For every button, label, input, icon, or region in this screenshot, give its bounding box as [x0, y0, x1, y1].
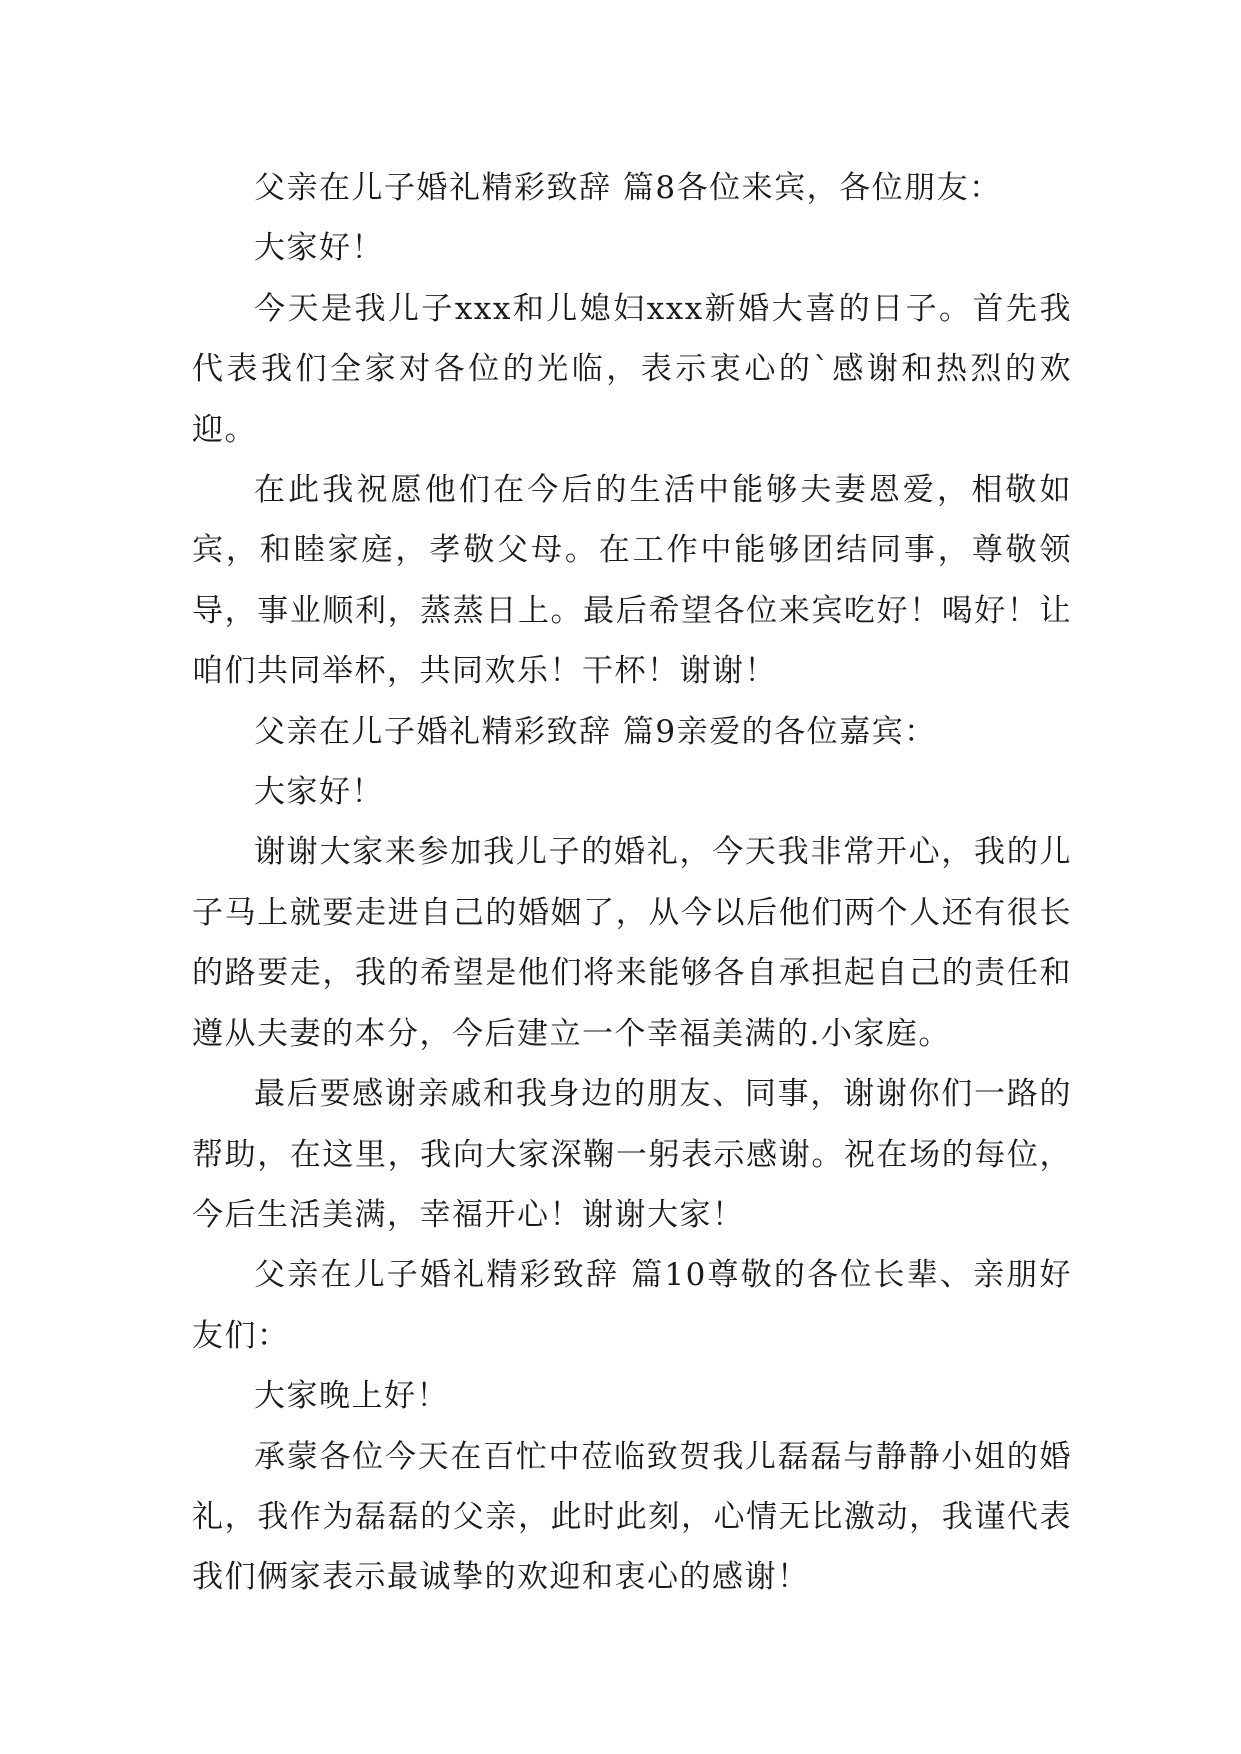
document-body: [192, 158, 1072, 1608]
greeting-paragraph: 大家晚上好！: [254, 1378, 449, 1415]
body-paragraph: 最后要感谢亲戚和我身边的朋友、同事，谢谢你们一路的帮助，在这里，我向大家深鞠一躬表示感谢。祝在场的每位，今后生活美满，幸福开心！谢谢大家！: [192, 1076, 1072, 1233]
section-10-heading: 父亲在儿子婚礼精彩致辞 篇10尊敬的各位长辈、亲朋好友们：: [192, 1257, 1072, 1354]
body-paragraph: 承蒙各位今天在百忙中莅临致贺我儿磊磊与静静小姐的婚礼，我作为磊磊的父亲，此时此刻，心情无比激动，我谨代表我们俩家表示最诚挚的欢迎和衷心的感谢！: [192, 1438, 1072, 1596]
greeting-paragraph: 大家好！: [254, 230, 384, 267]
body-paragraph: 谢谢大家来参加我儿子的婚礼，今天我非常开心，我的儿子马上就要走进自己的婚姻了，从今以后他们两个人还有很长的路要走，我的希望是他们将来能够各自承担起自己的责任和遵从夫妻的本分，今后建立一个幸福美满的.小家庭。: [192, 834, 1072, 1052]
body-paragraph: 在此我祝愿他们在今后的生活中能够夫妻恩爱，相敬如宾，和睦家庭，孝敬父母。在工作中能够团结同事，尊敬领导，事业顺利，蒸蒸日上。最后希望各位来宾吃好！喝好！让咱们共同举杯，共同欢乐！干杯！谢谢！: [192, 472, 1072, 690]
body-paragraph: 今天是我儿子xxx和儿媳妇xxx新婚大喜的日子。首先我代表我们全家对各位的光临，表示衷心的`感谢和热烈的欢迎。: [192, 290, 1072, 448]
greeting-paragraph: 大家好！: [254, 774, 384, 811]
section-9-heading: 父亲在儿子婚礼精彩致辞 篇9亲爱的各位嘉宾：: [254, 713, 937, 750]
section-8-heading: 父亲在儿子婚礼精彩致辞 篇8各位来宾，各位朋友：: [254, 170, 1002, 206]
